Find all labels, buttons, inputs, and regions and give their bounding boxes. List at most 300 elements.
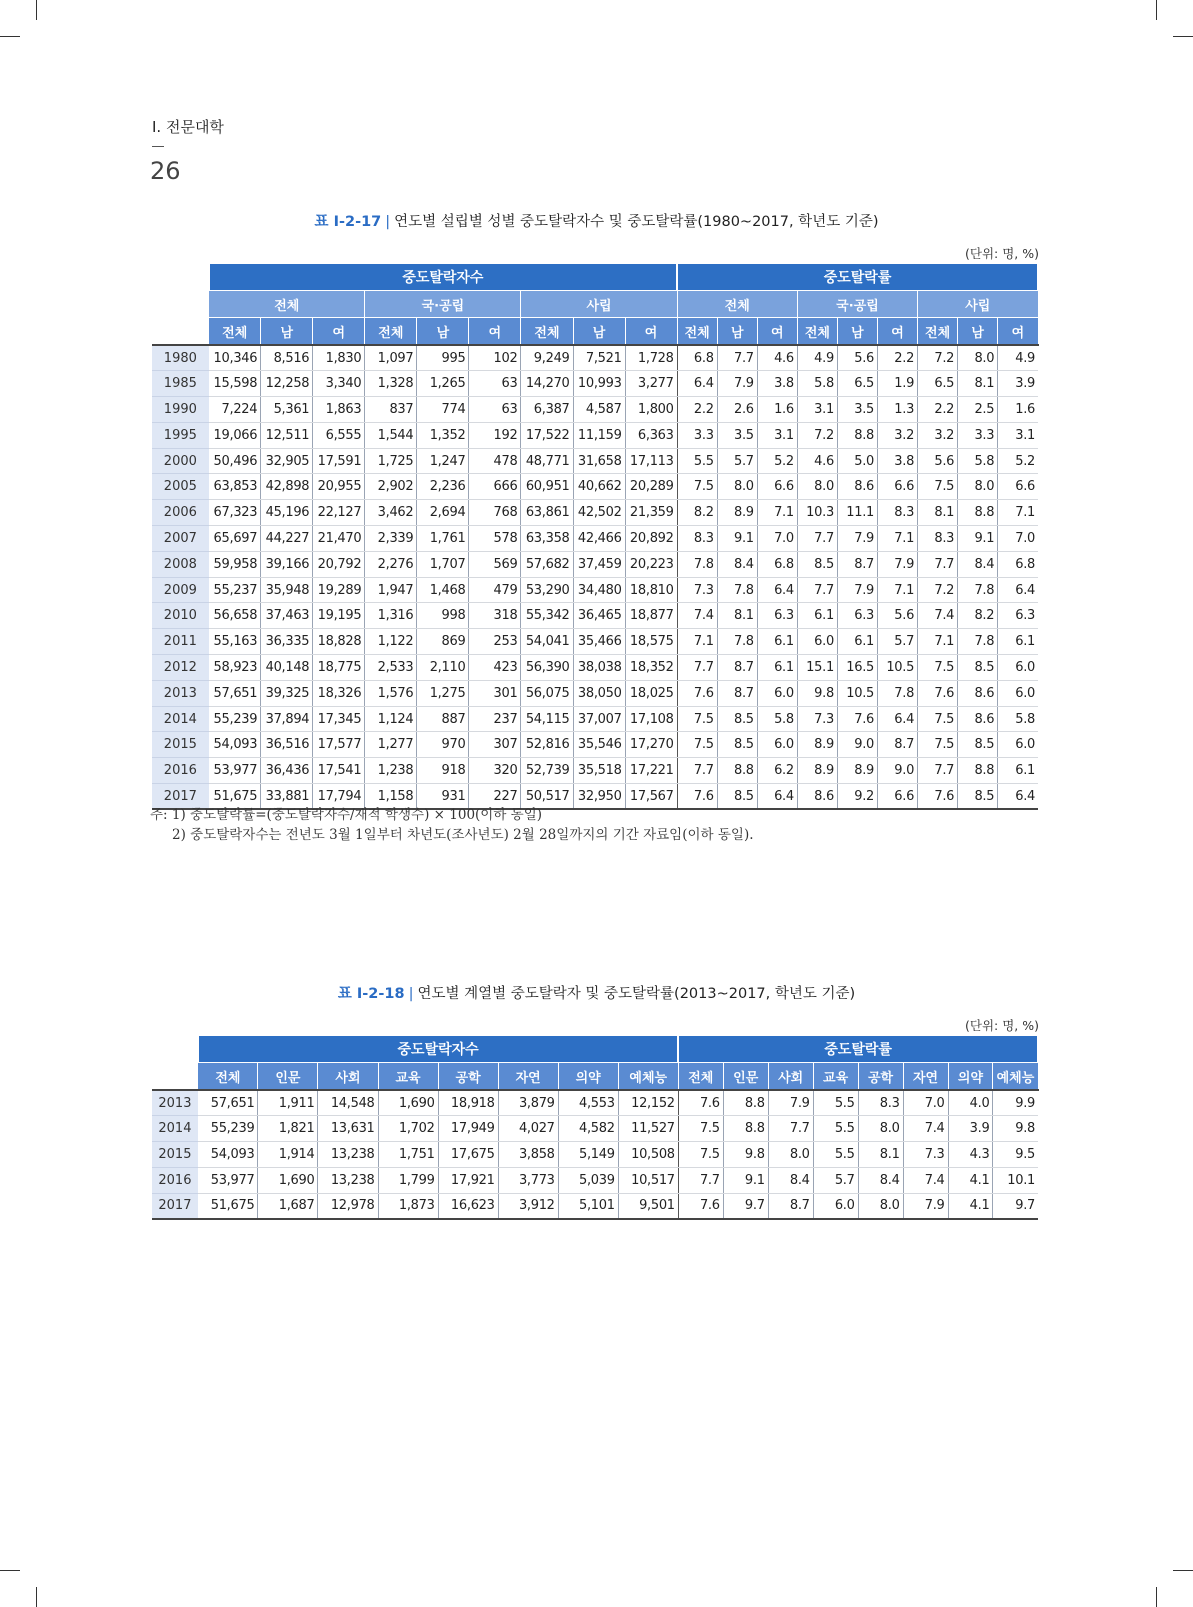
data-cell: 8.7	[878, 732, 918, 758]
data-cell: 6.1	[797, 603, 837, 629]
data-cell: 16.5	[837, 655, 877, 681]
data-cell: 9,501	[618, 1193, 678, 1219]
data-cell: 5.6	[837, 345, 877, 371]
data-cell: 7.1	[878, 577, 918, 603]
data-cell: 1,097	[365, 345, 417, 371]
data-cell: 7.8	[717, 577, 757, 603]
column-header: 예체능	[618, 1063, 678, 1091]
header-corner	[152, 264, 209, 291]
year-cell: 2017	[152, 784, 209, 810]
data-cell: 53,977	[198, 1167, 258, 1193]
data-cell: 8.5	[717, 784, 757, 810]
data-cell: 1,576	[365, 680, 417, 706]
data-cell: 4,553	[558, 1090, 618, 1116]
data-cell: 1,873	[378, 1193, 438, 1219]
year-cell: 2013	[152, 680, 209, 706]
data-cell: 9.8	[993, 1116, 1038, 1142]
data-cell: 237	[469, 706, 521, 732]
data-cell: 7.1	[918, 629, 958, 655]
data-cell: 6.6	[878, 474, 918, 500]
data-cell: 7.8	[717, 629, 757, 655]
table-row	[152, 1090, 1038, 1116]
data-cell: 5,101	[558, 1193, 618, 1219]
data-cell: 2.6	[717, 397, 757, 423]
data-cell: 63,861	[521, 500, 573, 526]
table-row	[152, 371, 1038, 397]
data-cell: 8.0	[958, 345, 998, 371]
data-cell: 569	[469, 551, 521, 577]
data-cell: 63	[469, 397, 521, 423]
data-cell: 36,436	[261, 758, 313, 784]
data-cell: 20,223	[625, 551, 677, 577]
data-cell: 59,958	[209, 551, 261, 577]
data-cell: 7.1	[677, 629, 717, 655]
crop-mark	[0, 1570, 20, 1571]
data-cell: 6.3	[757, 603, 797, 629]
data-cell: 4,587	[573, 397, 625, 423]
data-cell: 1.3	[878, 397, 918, 423]
data-cell: 11,527	[618, 1116, 678, 1142]
column-header: 남	[837, 318, 877, 346]
data-cell: 33,881	[261, 784, 313, 810]
data-cell: 54,041	[521, 629, 573, 655]
column-header: 전체	[365, 318, 417, 346]
data-cell: 8.4	[858, 1167, 903, 1193]
table2-title: 연도별 계열별 중도탈락자 및 중도탈락률(2013~2017, 학년도 기준)	[417, 986, 856, 1002]
data-cell: 17,270	[625, 732, 677, 758]
data-cell: 8.1	[858, 1142, 903, 1168]
data-cell: 318	[469, 603, 521, 629]
data-cell: 7.4	[918, 603, 958, 629]
data-cell: 7.7	[677, 758, 717, 784]
data-cell: 44,227	[261, 526, 313, 552]
sub-header: 국·공립	[365, 291, 521, 318]
data-cell: 6.5	[918, 371, 958, 397]
note-1: 주: 1) 중도탈락률=(중도탈락자수/재적 학생수) × 100(이하 동일)	[150, 807, 543, 823]
data-cell: 2,339	[365, 526, 417, 552]
data-cell: 8.5	[958, 655, 998, 681]
data-cell: 931	[417, 784, 469, 810]
data-cell: 5.7	[813, 1167, 858, 1193]
table2-unit: (단위: 명, %)	[965, 1018, 1039, 1033]
data-cell: 14,548	[318, 1090, 378, 1116]
data-cell: 3.2	[878, 422, 918, 448]
data-cell: 6.5	[837, 371, 877, 397]
data-cell: 7.0	[903, 1090, 948, 1116]
table1-unit: (단위: 명, %)	[965, 246, 1039, 261]
year-cell: 2006	[152, 500, 209, 526]
data-cell: 10,508	[618, 1142, 678, 1168]
data-cell: 3,340	[313, 371, 365, 397]
data-cell: 6.0	[757, 732, 797, 758]
data-cell: 2,110	[417, 655, 469, 681]
data-cell: 18,326	[313, 680, 365, 706]
data-cell: 8.6	[837, 474, 877, 500]
data-cell: 423	[469, 655, 521, 681]
column-header: 남	[958, 318, 998, 346]
data-cell: 5.0	[837, 448, 877, 474]
data-cell: 8.0	[768, 1142, 813, 1168]
data-cell: 3,879	[498, 1090, 558, 1116]
column-header: 남	[717, 318, 757, 346]
table-row	[152, 551, 1038, 577]
data-cell: 8.5	[958, 732, 998, 758]
chapter-title: Ⅰ. 전문대학	[152, 118, 224, 136]
data-cell: 7.2	[797, 422, 837, 448]
data-cell: 5,039	[558, 1167, 618, 1193]
data-cell: 2,694	[417, 500, 469, 526]
data-cell: 8.7	[717, 655, 757, 681]
data-cell: 4,582	[558, 1116, 618, 1142]
table-row	[152, 732, 1038, 758]
table-row	[152, 526, 1038, 552]
data-cell: 7.2	[918, 577, 958, 603]
column-header: 사회	[768, 1063, 813, 1091]
crop-mark	[1156, 1587, 1157, 1607]
data-cell: 50,517	[521, 784, 573, 810]
year-cell: 2007	[152, 526, 209, 552]
year-cell: 2005	[152, 474, 209, 500]
data-cell: 1.6	[757, 397, 797, 423]
data-cell: 18,918	[438, 1090, 498, 1116]
group-header: 중도탈락자수	[209, 264, 677, 291]
column-header: 예체능	[993, 1063, 1038, 1091]
data-cell: 55,342	[521, 603, 573, 629]
data-cell: 307	[469, 732, 521, 758]
data-cell: 35,518	[573, 758, 625, 784]
data-cell: 3.1	[757, 422, 797, 448]
table-row	[152, 629, 1038, 655]
data-cell: 7.6	[678, 1193, 723, 1219]
data-cell: 55,239	[198, 1116, 258, 1142]
data-cell: 17,577	[313, 732, 365, 758]
data-cell: 8.3	[858, 1090, 903, 1116]
data-cell: 192	[469, 422, 521, 448]
data-cell: 37,459	[573, 551, 625, 577]
data-cell: 12,978	[318, 1193, 378, 1219]
data-cell: 19,066	[209, 422, 261, 448]
data-cell: 5.5	[813, 1090, 858, 1116]
table2	[152, 1036, 1039, 1220]
table-row	[152, 397, 1038, 423]
data-cell: 7.7	[768, 1116, 813, 1142]
data-cell: 1,122	[365, 629, 417, 655]
data-cell: 1,275	[417, 680, 469, 706]
data-cell: 8.8	[723, 1090, 768, 1116]
data-cell: 1,830	[313, 345, 365, 371]
column-header: 사회	[318, 1063, 378, 1091]
data-cell: 8.3	[918, 526, 958, 552]
data-cell: 55,239	[209, 706, 261, 732]
data-cell: 7.7	[918, 758, 958, 784]
data-cell: 8.8	[958, 500, 998, 526]
data-cell: 6.4	[757, 577, 797, 603]
data-cell: 7.4	[903, 1116, 948, 1142]
data-cell: 7.8	[677, 551, 717, 577]
data-cell: 5,149	[558, 1142, 618, 1168]
table-row	[152, 500, 1038, 526]
year-cell: 1985	[152, 371, 209, 397]
data-cell: 37,894	[261, 706, 313, 732]
data-cell: 10,517	[618, 1167, 678, 1193]
table-row	[152, 1116, 1038, 1142]
data-cell: 7,224	[209, 397, 261, 423]
data-cell: 6.0	[998, 732, 1038, 758]
data-cell: 12,152	[618, 1090, 678, 1116]
data-cell: 1,863	[313, 397, 365, 423]
data-cell: 7.2	[918, 345, 958, 371]
data-cell: 6.4	[757, 784, 797, 810]
data-cell: 995	[417, 345, 469, 371]
data-cell: 18,877	[625, 603, 677, 629]
data-cell: 1,911	[258, 1090, 318, 1116]
data-cell: 5.2	[757, 448, 797, 474]
data-cell: 57,651	[209, 680, 261, 706]
data-cell: 5,361	[261, 397, 313, 423]
column-header: 전체	[797, 318, 837, 346]
data-cell: 2.2	[918, 397, 958, 423]
data-cell: 56,658	[209, 603, 261, 629]
data-cell: 578	[469, 526, 521, 552]
data-cell: 1,124	[365, 706, 417, 732]
table-row	[152, 603, 1038, 629]
data-cell: 7.1	[878, 526, 918, 552]
year-cell: 1995	[152, 422, 209, 448]
data-cell: 52,816	[521, 732, 573, 758]
data-cell: 8.1	[918, 500, 958, 526]
data-cell: 8.1	[717, 603, 757, 629]
data-cell: 55,163	[209, 629, 261, 655]
data-cell: 7.5	[918, 474, 958, 500]
data-cell: 54,093	[198, 1142, 258, 1168]
data-cell: 7.3	[797, 706, 837, 732]
data-cell: 6.4	[878, 706, 918, 732]
data-cell: 9.7	[993, 1193, 1038, 1219]
crop-mark	[1173, 1570, 1193, 1571]
year-cell: 2014	[152, 1116, 198, 1142]
data-cell: 1,947	[365, 577, 417, 603]
crop-mark	[36, 1587, 37, 1607]
data-cell: 9.8	[797, 680, 837, 706]
column-header: 여	[878, 318, 918, 346]
column-header: 의약	[558, 1063, 618, 1091]
data-cell: 2,236	[417, 474, 469, 500]
data-cell: 38,038	[573, 655, 625, 681]
table-row	[152, 655, 1038, 681]
column-header: 여	[313, 318, 365, 346]
data-cell: 7.5	[677, 706, 717, 732]
data-cell: 3.2	[918, 422, 958, 448]
data-cell: 18,025	[625, 680, 677, 706]
data-cell: 970	[417, 732, 469, 758]
data-cell: 13,631	[318, 1116, 378, 1142]
data-cell: 50,496	[209, 448, 261, 474]
data-cell: 3.1	[797, 397, 837, 423]
data-cell: 35,948	[261, 577, 313, 603]
data-cell: 4.0	[948, 1090, 993, 1116]
data-cell: 2.2	[677, 397, 717, 423]
data-cell: 6.3	[837, 603, 877, 629]
data-cell: 17,794	[313, 784, 365, 810]
data-cell: 1,265	[417, 371, 469, 397]
data-cell: 20,955	[313, 474, 365, 500]
data-cell: 10.1	[993, 1167, 1038, 1193]
data-cell: 2,533	[365, 655, 417, 681]
data-cell: 1.9	[878, 371, 918, 397]
page-number: 26	[150, 157, 181, 185]
year-cell: 2008	[152, 551, 209, 577]
data-cell: 998	[417, 603, 469, 629]
data-cell: 5.6	[918, 448, 958, 474]
data-cell: 13,238	[318, 1142, 378, 1168]
data-cell: 3.5	[837, 397, 877, 423]
data-cell: 5.2	[998, 448, 1038, 474]
data-cell: 13,238	[318, 1167, 378, 1193]
data-cell: 1,238	[365, 758, 417, 784]
data-cell: 17,949	[438, 1116, 498, 1142]
column-header: 전체	[521, 318, 573, 346]
crop-mark	[0, 36, 20, 37]
data-cell: 15.1	[797, 655, 837, 681]
column-header: 전체	[677, 318, 717, 346]
data-cell: 16,623	[438, 1193, 498, 1219]
data-cell: 253	[469, 629, 521, 655]
data-cell: 53,977	[209, 758, 261, 784]
column-header: 여	[625, 318, 677, 346]
data-cell: 17,675	[438, 1142, 498, 1168]
data-cell: 7.9	[837, 526, 877, 552]
data-cell: 666	[469, 474, 521, 500]
data-cell: 6.0	[813, 1193, 858, 1219]
data-cell: 3,858	[498, 1142, 558, 1168]
sub-header: 국·공립	[797, 291, 917, 318]
data-cell: 45,196	[261, 500, 313, 526]
data-cell: 5.5	[677, 448, 717, 474]
table2-caption: 표 Ⅰ-2-18 | 연도별 계열별 중도탈락자 및 중도탈락률(2013~2017, 학년도 기준)	[337, 986, 856, 1002]
table-row	[152, 1142, 1038, 1168]
data-cell: 48,771	[521, 448, 573, 474]
data-cell: 3.3	[677, 422, 717, 448]
table1-caption: 표 Ⅰ-2-17 | 연도별 설립별 성별 중도탈락자수 및 중도탈락률(1980~2017, 학년도 기준)	[314, 214, 879, 230]
data-cell: 7.0	[757, 526, 797, 552]
data-cell: 8.1	[958, 371, 998, 397]
data-cell: 5.8	[797, 371, 837, 397]
data-cell: 3,462	[365, 500, 417, 526]
data-cell: 1,468	[417, 577, 469, 603]
data-cell: 10,346	[209, 345, 261, 371]
data-cell: 7.5	[677, 732, 717, 758]
data-cell: 7.6	[677, 784, 717, 810]
data-cell: 7.4	[677, 603, 717, 629]
data-cell: 21,359	[625, 500, 677, 526]
data-cell: 2,276	[365, 551, 417, 577]
data-cell: 1,725	[365, 448, 417, 474]
data-cell: 1,544	[365, 422, 417, 448]
data-cell: 18,775	[313, 655, 365, 681]
note-2: 2) 중도탈락자수는 전년도 3월 1일부터 차년도(조사년도) 2월 28일까지의 기간 자료임(이하 동일).	[172, 827, 754, 843]
column-header: 전체	[678, 1063, 723, 1091]
data-cell: 17,541	[313, 758, 365, 784]
data-cell: 4.1	[948, 1193, 993, 1219]
data-cell: 6.0	[797, 629, 837, 655]
data-cell: 1,328	[365, 371, 417, 397]
column-header: 공학	[438, 1063, 498, 1091]
data-cell: 6.6	[757, 474, 797, 500]
data-cell: 63,853	[209, 474, 261, 500]
data-cell: 17,921	[438, 1167, 498, 1193]
column-header: 자연	[903, 1063, 948, 1091]
year-cell: 2016	[152, 758, 209, 784]
data-cell: 3.1	[998, 422, 1038, 448]
data-cell: 5.5	[813, 1142, 858, 1168]
data-cell: 35,546	[573, 732, 625, 758]
table-row	[152, 448, 1038, 474]
column-header: 의약	[948, 1063, 993, 1091]
data-cell: 6.2	[757, 758, 797, 784]
data-cell: 1,800	[625, 397, 677, 423]
group-header: 중도탈락자수	[198, 1036, 678, 1063]
data-cell: 227	[469, 784, 521, 810]
sub-header: 전체	[209, 291, 365, 318]
data-cell: 17,221	[625, 758, 677, 784]
data-cell: 8.4	[717, 551, 757, 577]
year-cell: 2015	[152, 1142, 198, 1168]
column-header: 공학	[858, 1063, 903, 1091]
data-cell: 2.2	[878, 345, 918, 371]
column-header: 인문	[258, 1063, 318, 1091]
data-cell: 7.5	[678, 1116, 723, 1142]
data-cell: 7.5	[918, 655, 958, 681]
column-header: 여	[469, 318, 521, 346]
data-cell: 39,325	[261, 680, 313, 706]
column-header: 인문	[723, 1063, 768, 1091]
data-cell: 9,249	[521, 345, 573, 371]
data-cell: 837	[365, 397, 417, 423]
data-cell: 40,148	[261, 655, 313, 681]
data-cell: 869	[417, 629, 469, 655]
data-cell: 9.5	[993, 1142, 1038, 1168]
data-cell: 1,247	[417, 448, 469, 474]
data-cell: 1,316	[365, 603, 417, 629]
data-cell: 4,027	[498, 1116, 558, 1142]
sub-header: 사립	[521, 291, 677, 318]
data-cell: 12,511	[261, 422, 313, 448]
data-cell: 5.6	[878, 603, 918, 629]
data-cell: 5.7	[717, 448, 757, 474]
data-cell: 42,466	[573, 526, 625, 552]
data-cell: 9.9	[993, 1090, 1038, 1116]
data-cell: 479	[469, 577, 521, 603]
data-cell: 39,166	[261, 551, 313, 577]
data-cell: 5.5	[813, 1116, 858, 1142]
data-cell: 56,075	[521, 680, 573, 706]
data-cell: 6.6	[878, 784, 918, 810]
header-corner	[152, 291, 209, 318]
data-cell: 478	[469, 448, 521, 474]
data-cell: 3.9	[998, 371, 1038, 397]
data-cell: 9.7	[723, 1193, 768, 1219]
table-row	[152, 345, 1038, 371]
data-cell: 67,323	[209, 500, 261, 526]
year-cell: 2010	[152, 603, 209, 629]
data-cell: 7.3	[903, 1142, 948, 1168]
data-cell: 17,591	[313, 448, 365, 474]
data-cell: 7.6	[918, 680, 958, 706]
data-cell: 10.5	[878, 655, 918, 681]
data-cell: 31,658	[573, 448, 625, 474]
column-header: 교육	[378, 1063, 438, 1091]
table-row	[152, 577, 1038, 603]
